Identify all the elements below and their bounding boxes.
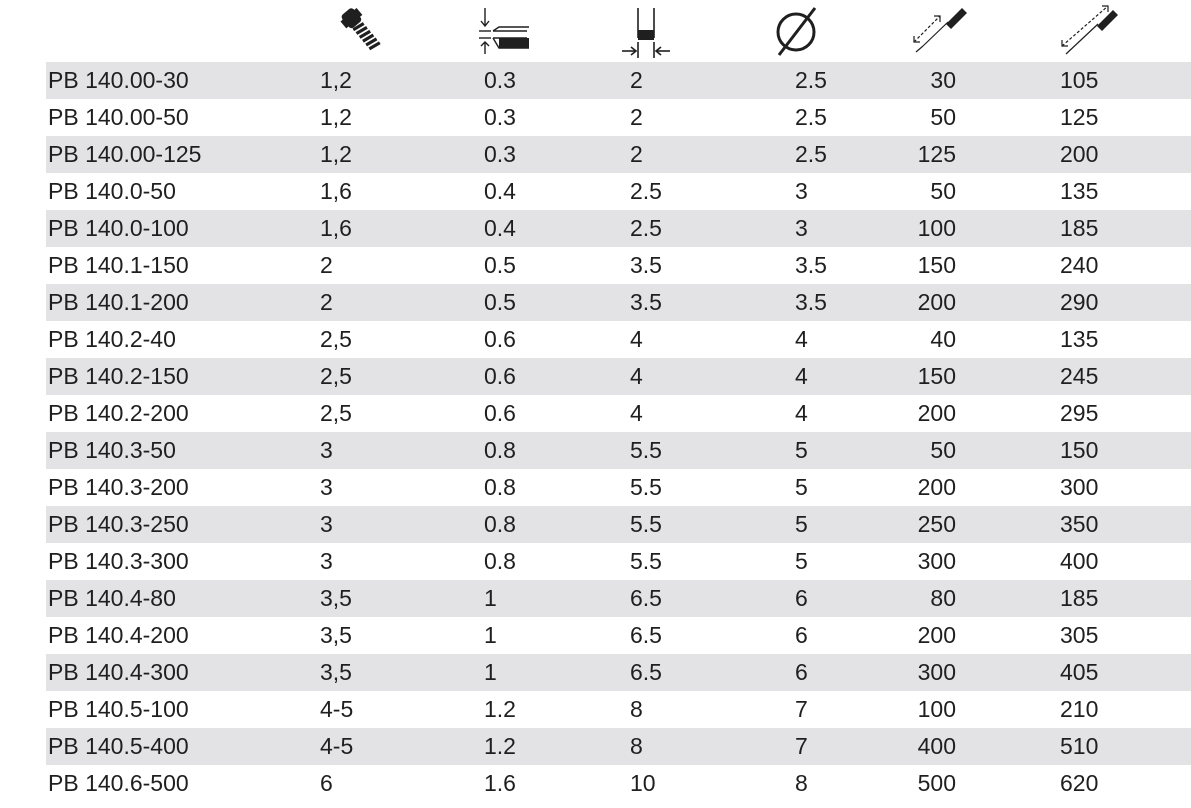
table-row xyxy=(46,506,1191,543)
table-row xyxy=(46,247,1191,284)
cell-diameter: 6 xyxy=(795,622,808,648)
cell-model: PB 140.5-400 xyxy=(48,733,189,759)
cell-blade: 400 xyxy=(917,733,956,759)
cell-diameter: 7 xyxy=(795,696,808,722)
cell-screw: 6 xyxy=(320,770,333,796)
cell-diameter: 5 xyxy=(795,548,808,574)
tip-thickness-icon xyxy=(455,2,555,60)
cell-screw: 4-5 xyxy=(320,733,354,759)
cell-thickness: 1.2 xyxy=(484,733,516,759)
cell-width: 5.5 xyxy=(630,437,662,463)
cell-width: 2.5 xyxy=(630,178,662,204)
cell-diameter: 8 xyxy=(795,770,808,796)
cell-diameter: 5 xyxy=(795,511,808,537)
cell-screw: 4-5 xyxy=(320,696,354,722)
cell-thickness: 0.8 xyxy=(484,511,516,537)
cell-model: PB 140.3-300 xyxy=(48,548,189,574)
cell-model: PB 140.1-200 xyxy=(48,289,189,315)
diameter-icon xyxy=(745,2,845,60)
cell-screw: 1,6 xyxy=(320,215,352,241)
table-row xyxy=(46,765,1191,802)
table-row xyxy=(46,543,1191,580)
cell-screw: 1,2 xyxy=(320,104,352,130)
cell-screw: 1,2 xyxy=(320,141,352,167)
cell-blade: 200 xyxy=(917,289,956,315)
cell-total: 200 xyxy=(1060,141,1099,167)
cell-blade: 50 xyxy=(930,178,956,204)
cell-width: 5.5 xyxy=(630,548,662,574)
cell-width: 6.5 xyxy=(630,659,662,685)
cell-thickness: 0.8 xyxy=(484,437,516,463)
screwdriver-spec-table xyxy=(46,62,1191,802)
cell-total: 125 xyxy=(1060,104,1099,130)
cell-screw: 3 xyxy=(320,548,333,574)
cell-total: 405 xyxy=(1060,659,1099,685)
cell-width: 4 xyxy=(630,400,643,426)
cell-total: 245 xyxy=(1060,363,1099,389)
cell-model: PB 140.00-50 xyxy=(48,104,189,130)
table-row xyxy=(46,210,1191,247)
cell-blade: 300 xyxy=(917,548,956,574)
cell-total: 295 xyxy=(1060,400,1099,426)
cell-screw: 3,5 xyxy=(320,622,352,648)
cell-total: 620 xyxy=(1060,770,1099,796)
cell-model: PB 140.3-250 xyxy=(48,511,189,537)
cell-model: PB 140.6-500 xyxy=(48,770,189,796)
cell-diameter: 6 xyxy=(795,659,808,685)
cell-diameter: 3.5 xyxy=(795,289,827,315)
cell-screw: 3,5 xyxy=(320,659,352,685)
table-row xyxy=(46,728,1191,765)
table-row xyxy=(46,321,1191,358)
cell-width: 8 xyxy=(630,696,643,722)
cell-model: PB 140.4-80 xyxy=(48,585,176,611)
cell-blade: 40 xyxy=(930,326,956,352)
cell-total: 135 xyxy=(1060,326,1099,352)
cell-blade: 200 xyxy=(917,474,956,500)
cell-width: 6.5 xyxy=(630,622,662,648)
cell-screw: 2,5 xyxy=(320,400,352,426)
screw-thread-icon xyxy=(308,2,408,60)
cell-thickness: 0.6 xyxy=(484,363,516,389)
cell-blade: 300 xyxy=(917,659,956,685)
cell-width: 2.5 xyxy=(630,215,662,241)
cell-diameter: 4 xyxy=(795,363,808,389)
cell-blade: 30 xyxy=(930,67,956,93)
cell-total: 240 xyxy=(1060,252,1099,278)
cell-diameter: 3.5 xyxy=(795,252,827,278)
cell-screw: 3,5 xyxy=(320,585,352,611)
cell-diameter: 2.5 xyxy=(795,67,827,93)
cell-model: PB 140.5-100 xyxy=(48,696,189,722)
cell-screw: 2,5 xyxy=(320,326,352,352)
cell-model: PB 140.3-50 xyxy=(48,437,176,463)
cell-width: 6.5 xyxy=(630,585,662,611)
cell-screw: 3 xyxy=(320,437,333,463)
cell-blade: 125 xyxy=(917,141,956,167)
cell-total: 105 xyxy=(1060,67,1099,93)
cell-thickness: 1 xyxy=(484,622,497,648)
cell-diameter: 5 xyxy=(795,474,808,500)
table-row xyxy=(46,691,1191,728)
column-icon-header xyxy=(0,0,1191,62)
cell-screw: 2,5 xyxy=(320,363,352,389)
cell-thickness: 0.5 xyxy=(484,252,516,278)
cell-total: 290 xyxy=(1060,289,1099,315)
cell-thickness: 0.6 xyxy=(484,326,516,352)
cell-model: PB 140.2-200 xyxy=(48,400,189,426)
cell-blade: 80 xyxy=(930,585,956,611)
table-row xyxy=(46,617,1191,654)
cell-blade: 250 xyxy=(917,511,956,537)
cell-blade: 100 xyxy=(917,215,956,241)
cell-thickness: 0.8 xyxy=(484,548,516,574)
cell-blade: 150 xyxy=(917,252,956,278)
cell-screw: 1,6 xyxy=(320,178,352,204)
cell-width: 10 xyxy=(630,770,656,796)
cell-total: 400 xyxy=(1060,548,1099,574)
cell-thickness: 0.3 xyxy=(484,104,516,130)
cell-width: 3.5 xyxy=(630,252,662,278)
cell-total: 305 xyxy=(1060,622,1099,648)
cell-width: 5.5 xyxy=(630,474,662,500)
table-row xyxy=(46,654,1191,691)
cell-width: 2 xyxy=(630,67,643,93)
cell-blade: 50 xyxy=(930,104,956,130)
cell-model: PB 140.00-30 xyxy=(48,67,189,93)
cell-blade: 150 xyxy=(917,363,956,389)
cell-thickness: 1.6 xyxy=(484,770,516,796)
table-row xyxy=(46,62,1191,99)
table-row xyxy=(46,99,1191,136)
table-row xyxy=(46,580,1191,617)
cell-model: PB 140.00-125 xyxy=(48,141,202,167)
table-row xyxy=(46,432,1191,469)
table-row xyxy=(46,136,1191,173)
cell-total: 210 xyxy=(1060,696,1099,722)
cell-total: 150 xyxy=(1060,437,1099,463)
cell-diameter: 2.5 xyxy=(795,104,827,130)
cell-thickness: 0.3 xyxy=(484,141,516,167)
cell-diameter: 7 xyxy=(795,733,808,759)
cell-width: 3.5 xyxy=(630,289,662,315)
cell-thickness: 0.4 xyxy=(484,215,516,241)
cell-total: 135 xyxy=(1060,178,1099,204)
cell-total: 350 xyxy=(1060,511,1099,537)
cell-width: 2 xyxy=(630,104,643,130)
cell-thickness: 0.3 xyxy=(484,67,516,93)
cell-screw: 3 xyxy=(320,511,333,537)
cell-model: PB 140.4-200 xyxy=(48,622,189,648)
cell-diameter: 3 xyxy=(795,178,808,204)
table-row xyxy=(46,395,1191,432)
cell-model: PB 140.0-100 xyxy=(48,215,189,241)
cell-width: 4 xyxy=(630,326,643,352)
cell-width: 2 xyxy=(630,141,643,167)
cell-thickness: 1 xyxy=(484,585,497,611)
cell-diameter: 6 xyxy=(795,585,808,611)
table-row xyxy=(46,469,1191,506)
cell-width: 8 xyxy=(630,733,643,759)
cell-model: PB 140.2-40 xyxy=(48,326,176,352)
table-row xyxy=(46,173,1191,210)
cell-total: 300 xyxy=(1060,474,1099,500)
cell-thickness: 0.6 xyxy=(484,400,516,426)
cell-diameter: 4 xyxy=(795,326,808,352)
cell-model: PB 140.1-150 xyxy=(48,252,189,278)
cell-blade: 100 xyxy=(917,696,956,722)
cell-thickness: 1 xyxy=(484,659,497,685)
cell-model: PB 140.0-50 xyxy=(48,178,176,204)
cell-width: 5.5 xyxy=(630,511,662,537)
cell-diameter: 2.5 xyxy=(795,141,827,167)
cell-blade: 50 xyxy=(930,437,956,463)
cell-total: 510 xyxy=(1060,733,1099,759)
cell-model: PB 140.4-300 xyxy=(48,659,189,685)
cell-screw: 1,2 xyxy=(320,67,352,93)
cell-thickness: 1.2 xyxy=(484,696,516,722)
cell-blade: 200 xyxy=(917,622,956,648)
cell-total: 185 xyxy=(1060,585,1099,611)
cell-thickness: 0.5 xyxy=(484,289,516,315)
cell-blade: 200 xyxy=(917,400,956,426)
cell-diameter: 5 xyxy=(795,437,808,463)
cell-screw: 3 xyxy=(320,474,333,500)
cell-blade: 500 xyxy=(917,770,956,796)
tip-width-icon xyxy=(596,2,696,60)
cell-diameter: 3 xyxy=(795,215,808,241)
table-row xyxy=(46,358,1191,395)
cell-diameter: 4 xyxy=(795,400,808,426)
cell-thickness: 0.8 xyxy=(484,474,516,500)
cell-thickness: 0.4 xyxy=(484,178,516,204)
cell-total: 185 xyxy=(1060,215,1099,241)
overall-length-icon xyxy=(1042,2,1142,60)
cell-model: PB 140.2-150 xyxy=(48,363,189,389)
table-row xyxy=(46,284,1191,321)
cell-screw: 2 xyxy=(320,289,333,315)
blade-length-icon xyxy=(890,2,990,60)
cell-model: PB 140.3-200 xyxy=(48,474,189,500)
cell-screw: 2 xyxy=(320,252,333,278)
cell-width: 4 xyxy=(630,363,643,389)
